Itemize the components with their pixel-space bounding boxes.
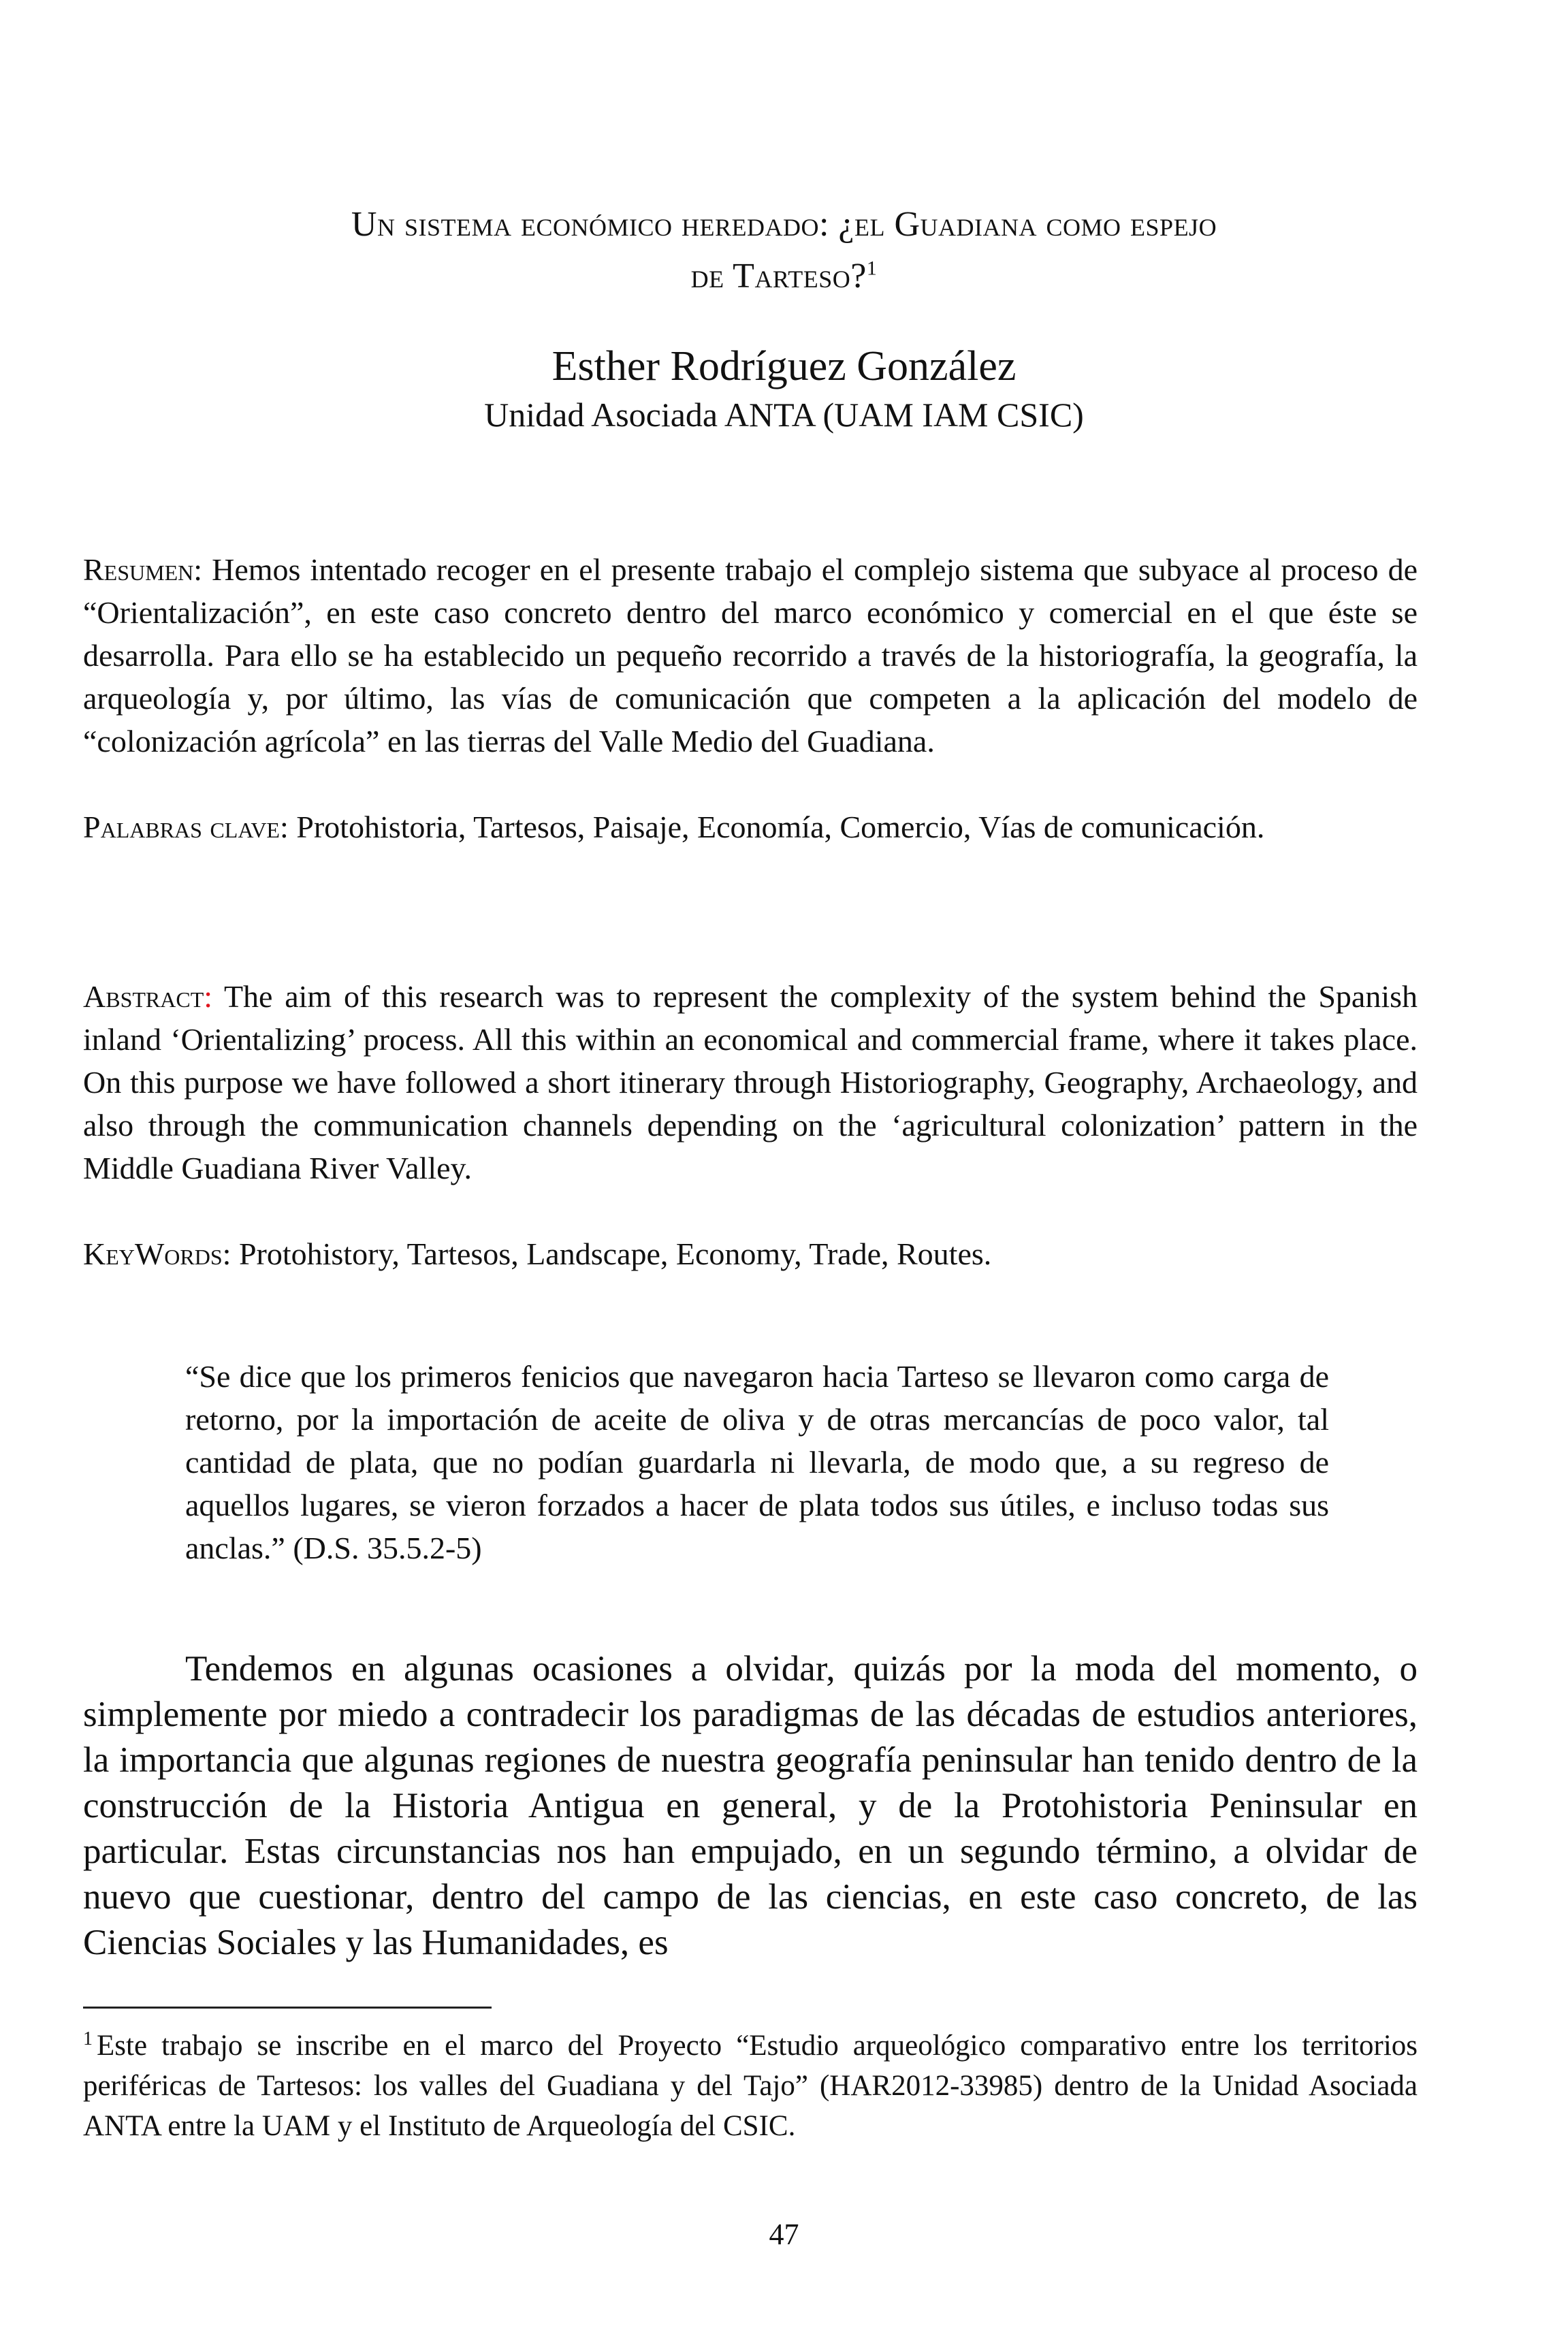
abstract-label: Abstract	[83, 979, 204, 1014]
footnote	[83, 2026, 1418, 2146]
page-number: 47	[769, 2218, 799, 2251]
title-line-1: Un sistema económico heredado: ¿el Guadiana como espejo	[351, 205, 1217, 244]
author-name: Esther Rodríguez González	[551, 343, 1017, 389]
palabras-clave-text: Protohistoria, Tartesos, Paisaje, Economía, Comercio, Vías de comunicación.	[288, 810, 1265, 844]
author-affiliation: Unidad Asociada ANTA (UAM IAM CSIC)	[484, 396, 1084, 434]
keywords-label: KeyWords:	[83, 1236, 231, 1271]
abstract-paragraph	[83, 975, 1418, 1189]
title-footnote-ref[interactable]: 1	[866, 257, 878, 280]
article-title	[82, 199, 1486, 302]
palabras-clave-label: Palabras clave:	[83, 810, 289, 844]
resumen-text: Hemos intentado recoger en el presente trabajo el complejo sistema que subyace al proceso de “Orientalización”, en este caso concreto dentro del marco económico y comercial en el que éste se desarrolla. Para ello se ha establecido un pequeño recorrido a través de la historiografía, la geografía, la arqueología y, por último, las vías de comunicación que competen a la aplicación del modelo de “colonización agrícola” en las tierras del Valle Medio del Guadiana.	[83, 552, 1418, 758]
body-paragraph: Tendemos en algunas ocasiones a olvidar, quizás por la moda del momento, o simplemente por miedo a contradecir los paradigmas de las décadas de estudios anteriores, la importancia que algunas regiones de nuestra geografía peninsular han tenido dentro de la construcción de la Historia Antigua en general, y de la Protohistoria Peninsular en particular. Estas circunstancias nos han empujado, en un segundo término, a olvidar de nuevo que cuestionar, dentro del campo de las ciencias, en este caso concreto, de las Ciencias Sociales y las Humanidades, es	[83, 1649, 1418, 1962]
resumen-paragraph	[83, 548, 1418, 763]
abstract-colon: :	[204, 979, 213, 1014]
resumen-label: Resumen:	[83, 552, 203, 587]
footnote-number: 1	[83, 2028, 93, 2049]
footnote-text: Este trabajo se inscribe en el marco del Proyecto “Estudio arqueológico comparativo entre los territorios periféricas de Tartesos: los valles del Guadiana y del Tajo” (HAR2012-33985) dentro de la Unidad Asociada ANTA entre la UAM y el Instituto de Arqueología del CSIC.	[83, 2030, 1418, 2142]
keywords-paragraph	[83, 1232, 1418, 1275]
title-line-2: de Tarteso?	[690, 257, 867, 296]
footnote-divider	[83, 2007, 492, 2009]
abstract-text: The aim of this research was to represent the complexity of the system behind the Spanish inland ‘Orientalizing’ process. All this within an economical and commercial frame, where it takes place. On this purpose we have followed a short itinerary through Historiography, Geography, Archaeology, and also through the communication channels depending on the ‘agricultural colonization’ pattern in the Middle Guadiana River Valley.	[83, 979, 1418, 1185]
keywords-text: Protohistory, Tartesos, Landscape, Economy, Trade, Routes.	[231, 1236, 992, 1271]
palabras-clave-paragraph	[83, 805, 1418, 848]
epigraph-quote: “Se dice que los primeros fenicios que navegaron hacia Tarteso se llevaron como carga de retorno, por la importación de aceite de oliva y de otras mercancías de poco valor, tal cantidad de plata, que no podían guardarla ni llevarla, de modo que, a su regreso de aquellos lugares, se vieron forzados a hacer de plata todos sus útiles, e incluso todas sus anclas.” (D.S. 35.5.2-5)	[185, 1359, 1329, 1565]
